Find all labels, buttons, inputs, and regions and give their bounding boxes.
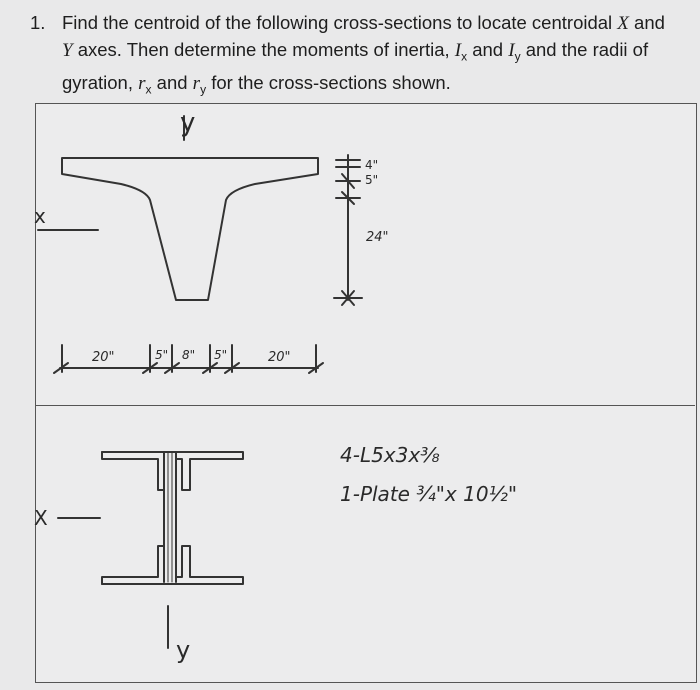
- section1-y-label: y: [180, 108, 196, 138]
- dim-4-label: 4": [365, 158, 379, 172]
- symbol-y: Y: [62, 40, 73, 61]
- section2-outline: [102, 452, 243, 584]
- dim-24-label: 24": [366, 230, 389, 245]
- question-line3-b: for the cross-sections shown.: [206, 71, 451, 93]
- section2-x-label: X: [34, 506, 48, 530]
- symbol-ix-sub: x: [461, 49, 468, 64]
- dim-5-right-label: 5": [214, 348, 228, 362]
- question-and-2: and: [151, 71, 193, 93]
- question-and-1: and: [467, 39, 509, 60]
- question-line2-b: and the radii of: [520, 39, 649, 60]
- symbol-ry-sub: y: [200, 82, 207, 97]
- symbol-ix: I: [454, 40, 462, 61]
- question-line1-a: Find the centroid of the following cross-sections to locate centroidal: [62, 12, 618, 33]
- section2-y-label: y: [176, 636, 191, 664]
- section1-height-dimension: [334, 155, 362, 305]
- symbol-x: X: [617, 13, 629, 34]
- dim-20-right-label: 20": [268, 350, 291, 365]
- dim-5-label: 5": [365, 173, 379, 187]
- section1-x-label: x: [34, 204, 46, 228]
- plate-spec-label: 1-Plate ¾"x 10½": [340, 482, 518, 506]
- question-line1-b: and: [628, 12, 665, 33]
- question-number: 1.: [30, 12, 46, 33]
- question-line3-a: gyration,: [62, 71, 139, 93]
- symbol-iy-sub: y: [514, 49, 521, 64]
- symbol-rx: r: [138, 72, 146, 94]
- section1-outline: [62, 158, 318, 300]
- symbol-iy: I: [508, 40, 515, 61]
- dim-8-label: 8": [182, 348, 196, 362]
- question-line2-a: axes. Then determine the moments of inertia,: [72, 39, 455, 60]
- symbol-ry: r: [192, 72, 201, 94]
- dim-5-left-label: 5": [155, 348, 169, 362]
- symbol-rx-sub: x: [145, 82, 152, 97]
- dim-20-left-label: 20": [92, 350, 115, 365]
- angles-spec-label: 4-L5x3x³⁄₈: [340, 443, 440, 467]
